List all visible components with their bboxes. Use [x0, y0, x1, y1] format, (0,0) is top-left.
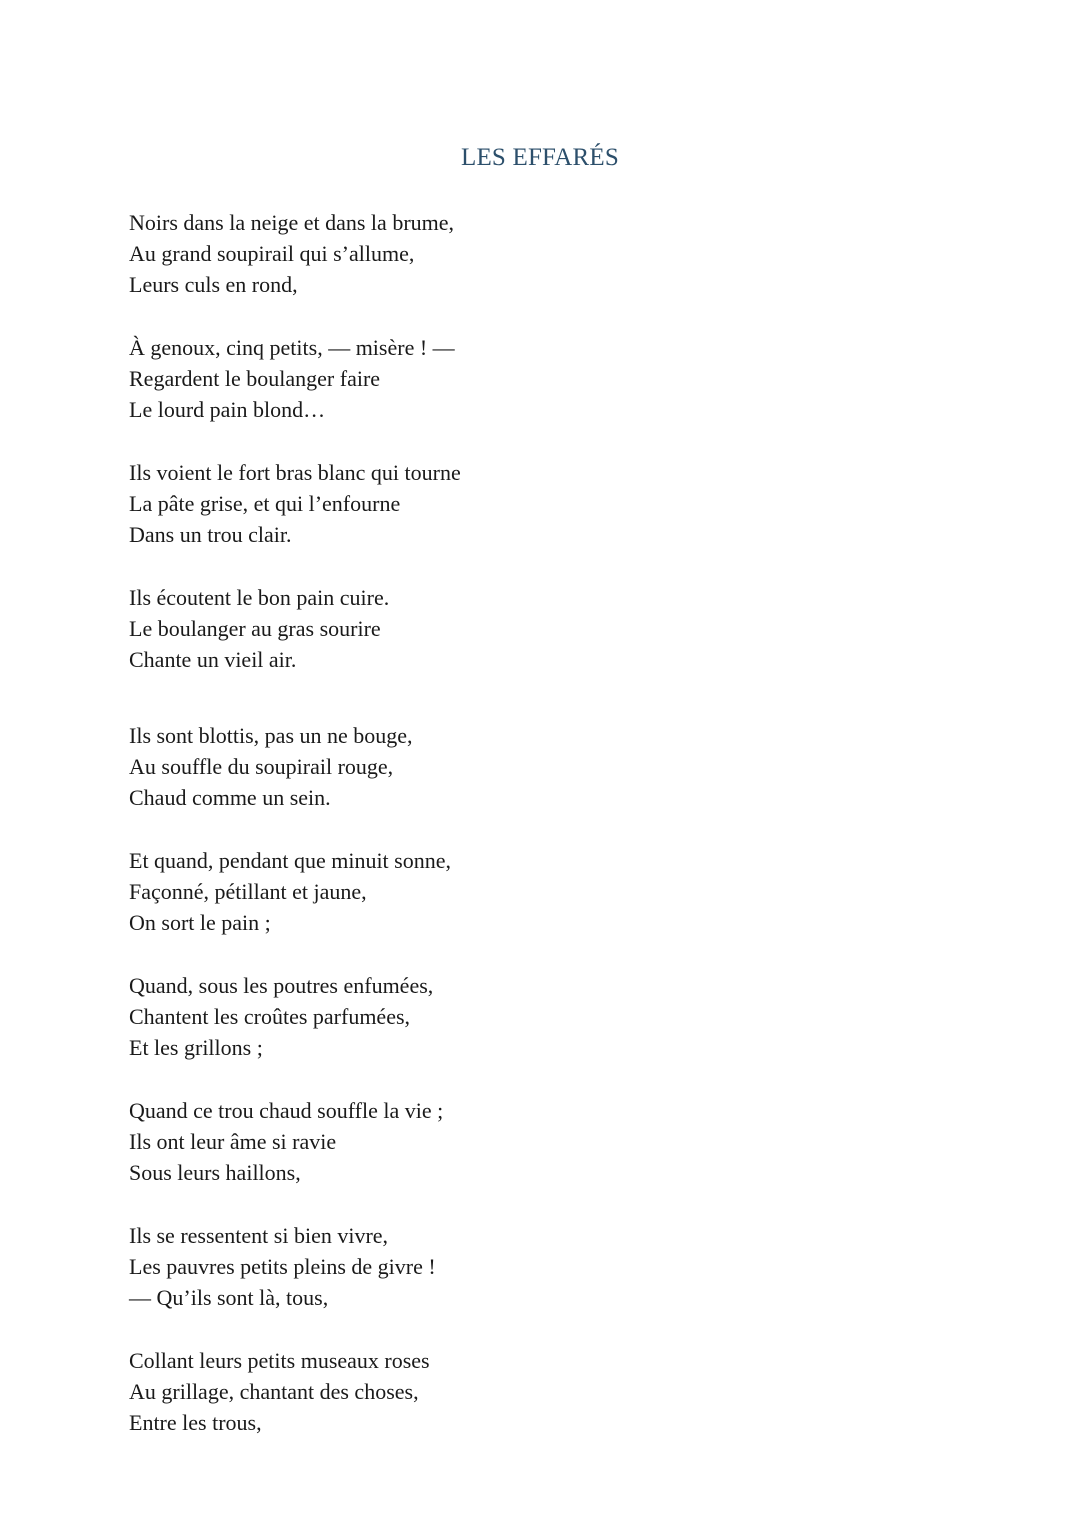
verse-line: Le boulanger au gras sourire: [129, 616, 381, 642]
verse-line: Chantent les croûtes parfumées,: [129, 1004, 411, 1030]
stanza-7: [129, 970, 989, 1095]
verse-line: Ils voient le fort bras blanc qui tourne: [129, 460, 461, 485]
verse-line: Ils sont blottis, pas un ne bouge,: [129, 723, 413, 748]
verse-line: Entre les trous,: [129, 1410, 262, 1436]
stanza-2: [129, 332, 989, 457]
verse-line: On sort le pain ;: [129, 910, 271, 936]
verse-line: Ils ont leur âme si ravie: [129, 1129, 337, 1155]
verse-line: Regardent le boulanger faire: [129, 366, 381, 392]
verse-line: Leurs culs en rond,: [129, 272, 298, 298]
stanza-4: [129, 582, 989, 707]
poem-body: [129, 207, 989, 1470]
verse-line: Et les grillons ;: [129, 1035, 263, 1061]
verse-line: Les pauvres petits pleins de givre !: [129, 1254, 436, 1280]
stanza-8: [129, 1095, 989, 1220]
verse-line: Façonné, pétillant et jaune,: [129, 879, 367, 905]
verse-line: Noirs dans la neige et dans la brume,: [129, 210, 455, 235]
verse-line: À genoux, cinq petits, — misère ! —: [129, 335, 455, 360]
verse-line: Dans un trou clair.: [129, 522, 292, 548]
verse-line: Quand ce trou chaud souffle la vie ;: [129, 1098, 444, 1123]
verse-line: La pâte grise, et qui l’enfourne: [129, 491, 401, 517]
verse-line: Chante un vieil air.: [129, 647, 297, 673]
verse-line: Sous leurs haillons,: [129, 1160, 301, 1186]
stanza-1: [129, 207, 989, 332]
verse-line: Chaud comme un sein.: [129, 785, 331, 811]
verse-line: Et quand, pendant que minuit sonne,: [129, 848, 451, 873]
verse-line: Au souffle du soupirail rouge,: [129, 754, 394, 780]
stanza-10: [129, 1345, 989, 1470]
stanza-9: [129, 1220, 989, 1345]
verse-line: Au grand soupirail qui s’allume,: [129, 241, 415, 267]
stanza-3: [129, 457, 989, 582]
verse-line: Au grillage, chantant des choses,: [129, 1379, 419, 1405]
verse-line: Collant leurs petits museaux roses: [129, 1348, 430, 1373]
verse-line: — Qu’ils sont là, tous,: [129, 1285, 329, 1311]
verse-line: Ils se ressentent si bien vivre,: [129, 1223, 389, 1248]
poem-title: LES EFFARÉS: [460, 144, 620, 171]
stanza-6: [129, 845, 989, 970]
stanza-5: [129, 720, 989, 845]
verse-line: Ils écoutent le bon pain cuire.: [129, 585, 390, 610]
verse-line: Le lourd pain blond…: [129, 397, 326, 423]
verse-line: Quand, sous les poutres enfumées,: [129, 973, 434, 998]
